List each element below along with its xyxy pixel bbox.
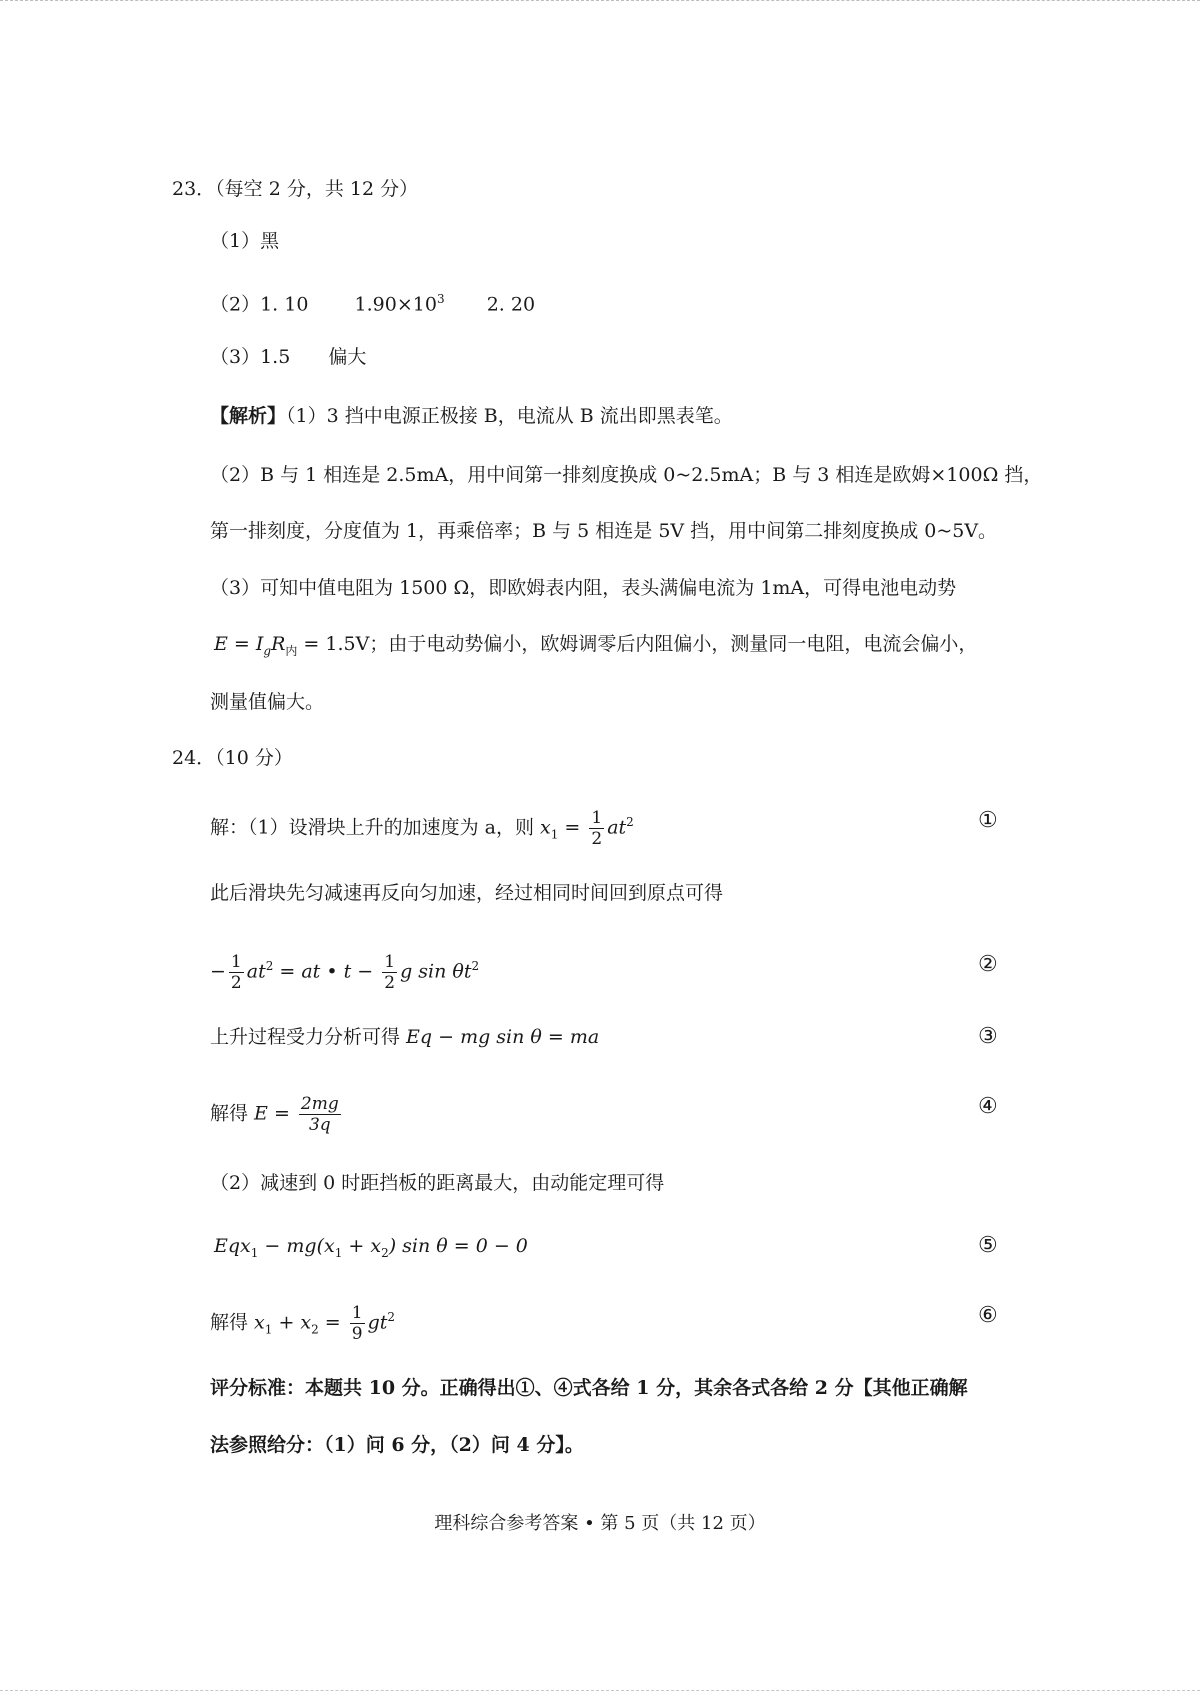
q24-line-8-d: gt — [367, 1311, 388, 1334]
q24-line-8-a: x — [254, 1311, 265, 1334]
q24-line-3-at-sup: 2 — [265, 959, 274, 974]
q24-line-8-text: 解得 — [210, 1311, 255, 1334]
fraction-numerator: 1 — [591, 808, 603, 828]
q24-line-8 — [210, 1303, 395, 1344]
q23-header: 23．（每空 2 分，共 12 分） — [172, 178, 419, 200]
page-footer: 理科综合参考答案 • 第 5 页（共 12 页） — [434, 1513, 766, 1534]
q23-answer-2-value-1: 1. 10 — [260, 293, 309, 316]
page-bottom-border — [0, 1690, 1200, 1691]
fraction-denominator: 2 — [230, 973, 242, 993]
q24-line-2: 此后滑块先匀减速再反向匀加速，经过相同时间回到原点可得 — [210, 882, 724, 904]
page-top-border — [0, 0, 1200, 1]
q23-analysis-line-5 — [214, 631, 977, 664]
q24-line-7-c: + x — [342, 1235, 382, 1257]
q24-line-1-eq: = — [558, 816, 587, 839]
q24-line-3-mid: = at • t − — [273, 960, 380, 983]
fraction-denominator: 3q — [308, 1115, 331, 1135]
q24-line-3-tail-sup: 2 — [471, 959, 480, 974]
fraction-e — [299, 1094, 341, 1135]
scoring-line-1: 评分标准：本题共 10 分。正确得出①、④式各给 1 分，其余各式各给 2 分【其他正确解 — [210, 1377, 968, 1399]
equation-marker-4: ④ — [978, 1094, 998, 1119]
fraction-denominator: 2 — [384, 973, 396, 993]
q24-line-7-c-sub: 2 — [381, 1245, 389, 1260]
q24-line-7-a: Eqx — [214, 1235, 251, 1257]
fraction-numerator: 1 — [351, 1303, 363, 1323]
q24-line-8-eq: = — [318, 1311, 347, 1334]
q24-line-1-x: x — [540, 816, 551, 839]
q23-answer-2-value-3: 2. 20 — [486, 293, 536, 316]
q23-analysis-line-1 — [210, 403, 733, 429]
analysis-tag: 【解析】 — [210, 405, 287, 427]
q24-line-7-d: ) sin θ = 0 − 0 — [388, 1235, 528, 1257]
q23-answer-2 — [210, 286, 535, 317]
analysis-text-1: （1）3 挡中电源正极接 B，电流从 B 流出即黑表笔。 — [286, 405, 733, 427]
q24-line-3 — [210, 952, 479, 993]
q24-line-1-tail: at — [607, 816, 627, 839]
emf-formula-r: R — [271, 633, 286, 655]
q23-analysis-line-4: （3）可知中值电阻为 1500 Ω，即欧姆表内阻，表头满偏电流为 1mA，可得电池电动势 — [210, 577, 957, 599]
q23-analysis-line-2: （2）B 与 1 相连是 2.5mA，用中间第一排刻度换成 0~2.5mA；B 与 3 相连是欧姆×100Ω 挡， — [210, 464, 1043, 486]
q23-analysis-line-6: 测量值偏大。 — [210, 691, 325, 713]
fraction-denominator: 9 — [351, 1324, 363, 1344]
q23-answer-3 — [210, 344, 366, 370]
q24-line-7 — [214, 1233, 528, 1266]
emf-formula-sub-2: 内 — [285, 643, 298, 658]
q24-line-4-text: 上升过程受力分析可得 — [210, 1026, 407, 1048]
q24-line-3-minus: − — [210, 960, 226, 983]
equation-marker-5: ⑤ — [978, 1233, 998, 1258]
q24-line-8-a-sub: 1 — [264, 1322, 273, 1337]
q23-answer-2-label: （2） — [210, 293, 261, 316]
q24-line-1-text: 解：（1）设滑块上升的加速度为 a，则 — [210, 816, 540, 839]
q24-line-5 — [210, 1094, 344, 1135]
q24-line-4-formula: Eq − mg sin θ = ma — [406, 1026, 600, 1048]
q24-line-5-e: E = — [254, 1102, 296, 1125]
q23-analysis-line-3: 第一排刻度，分度值为 1，再乘倍率；B 与 5 相连是 5V 挡，用中间第二排刻度换成 0~5V。 — [210, 520, 998, 542]
q24-line-7-a-sub: 1 — [250, 1245, 259, 1260]
q23-answer-3-label: （3） — [210, 346, 261, 368]
fraction-ninth — [350, 1303, 365, 1344]
q24-line-5-text: 解得 — [210, 1102, 255, 1125]
emf-formula-value: = 1.5V； — [297, 633, 389, 655]
fraction-numerator: 2mg — [300, 1094, 339, 1114]
q23-answer-1: （1）黑 — [210, 230, 280, 252]
analysis-text-5: 由于电动势偏小，欧姆调零后内阻偏小，测量同一电阻，电流会偏小， — [388, 633, 978, 655]
q24-line-4 — [210, 1024, 599, 1050]
emf-formula-sub-1: g — [263, 643, 272, 658]
q23-answer-2-exponent: 3 — [436, 292, 445, 306]
q24-line-8-b-sub: 2 — [311, 1322, 319, 1337]
q23-answer-2-value-2: 1.90×10 — [354, 293, 437, 316]
q23-answer-3-value-2: 偏大 — [328, 346, 367, 368]
fraction-denominator: 2 — [591, 829, 603, 849]
q23-answer-3-value-1: 1.5 — [260, 346, 291, 368]
q24-header: 24．（10 分） — [172, 747, 293, 769]
emf-formula-e: E = I — [214, 633, 264, 655]
fraction-numerator: 1 — [230, 952, 242, 972]
q24-line-8-b: + x — [272, 1311, 312, 1334]
q24-line-1 — [210, 808, 634, 849]
fraction-numerator: 1 — [384, 952, 396, 972]
q24-line-7-b: − mg(x — [258, 1235, 335, 1257]
q24-line-3-tail: g sin θt — [400, 960, 472, 983]
equation-marker-2: ② — [978, 952, 998, 977]
fraction-half — [382, 952, 397, 993]
q24-line-1-tail-sup: 2 — [626, 815, 634, 830]
equation-marker-6: ⑥ — [978, 1303, 998, 1328]
q24-line-6: （2）减速到 0 时距挡板的距离最大，由动能定理可得 — [210, 1172, 665, 1194]
fraction-half — [229, 952, 244, 993]
q24-line-1-x-sub: 1 — [550, 827, 559, 842]
q24-line-8-d-sup: 2 — [387, 1310, 396, 1325]
q24-line-7-b-sub: 1 — [334, 1245, 343, 1260]
fraction-half — [589, 808, 604, 849]
equation-marker-3: ③ — [978, 1024, 998, 1049]
scoring-line-2: 法参照给分：（1）问 6 分，（2）问 4 分】。 — [210, 1434, 584, 1456]
q24-line-3-at: at — [246, 960, 266, 983]
equation-marker-1: ① — [978, 808, 998, 833]
